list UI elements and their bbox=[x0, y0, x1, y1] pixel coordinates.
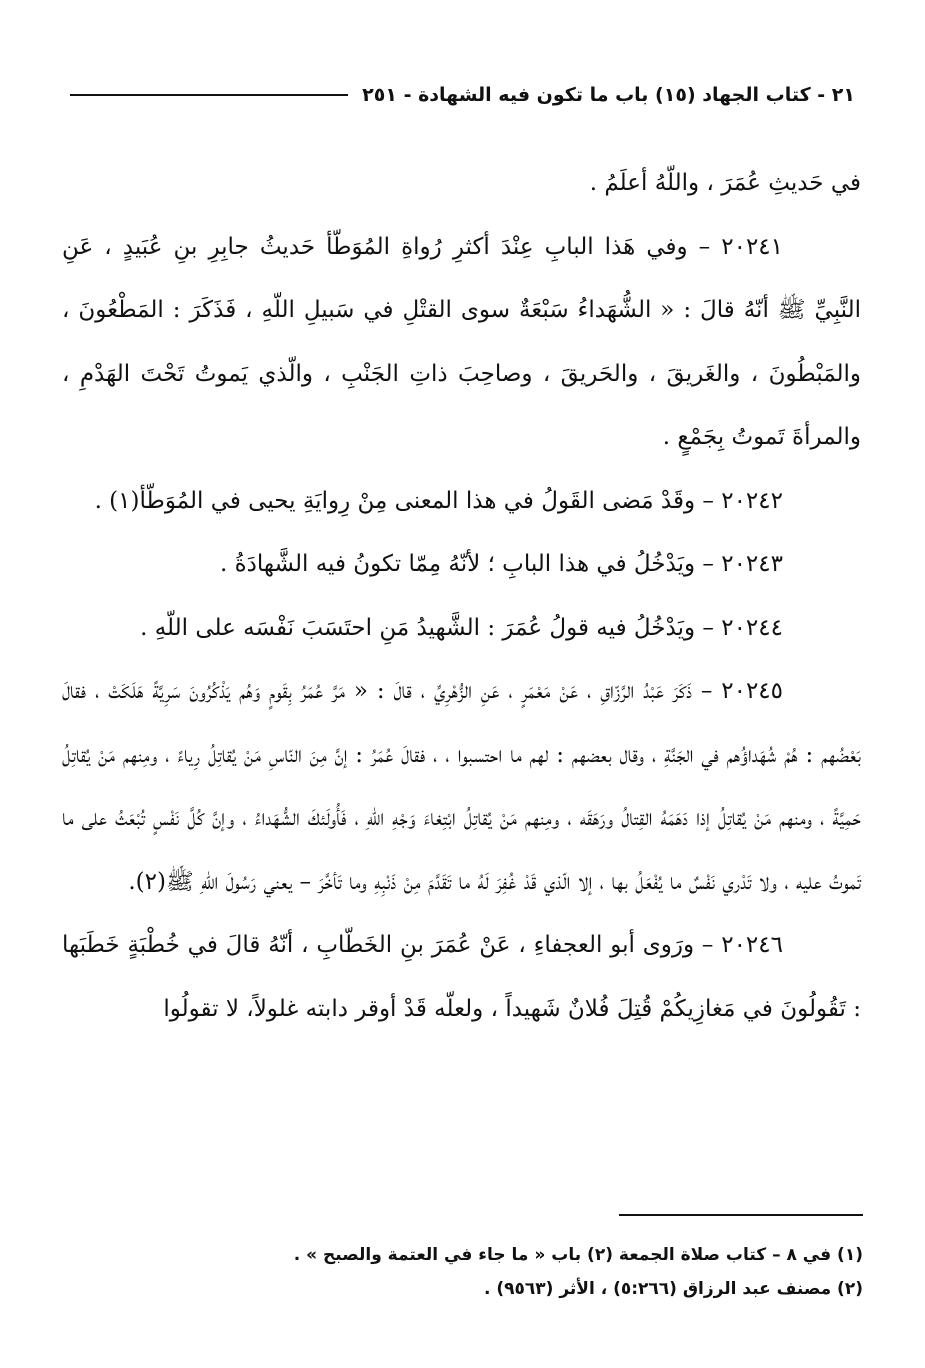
paragraph-number: ٢٠٢٤٣ bbox=[721, 551, 783, 577]
main-text bbox=[62, 152, 861, 1041]
paragraph-20243 bbox=[62, 533, 861, 597]
paragraph-text: – ويَدْخُلُ في هذا البابِ ؛ لأنّهُ مِمّا تكونُ فيه الشَّهادَةُ . bbox=[219, 551, 714, 577]
paragraph-number: ٢٠٢٤٢ bbox=[721, 487, 783, 514]
footnotes bbox=[62, 1238, 863, 1306]
paragraph-text: – وفي هَذا البابِ عِنْدَ أكثرِ رُواةِ المُوَطّأ حَديثُ جابِرِ بنِ عُبَيدٍ ، عَنِ النَّبِيِّ ﷺ أنّهُ قالَ : « الشُّهَداءُ سَبْعَةٌ سوى القتْلِ في سَبيلِ اللّهِ ، فَذَكَرَ : المَطْعُونَ ، والمَبْطُونَ ، والغَريقَ ، والحَريقَ ، وصاحِبَ ذاتِ الجَنْبِ ، والّذي يَموتُ تَحْتَ الهَدْمِ ، والمرأةَ تَموتُ بِجَمْعٍ . bbox=[62, 233, 861, 450]
paragraph-text: – ويَدْخُلُ فيه قولُ عُمَرَ : الشَّهيدُ مَنِ احتَسَبَ نَفْسَه على اللّهِ . bbox=[140, 614, 714, 641]
paragraph-text: – ذَكَرَ عَبْدُ الرَّزّاقِ ، عَنْ مَعْمَرٍ ، عَنِ الزُّهْرِيِّ ، قالَ : « مَرَّ عُمَرُ بِقَومٍ وَهُم يَذْكُرُونَ سَرِيَّةً هَلَكَتْ ، فقالَ بَعْضُهم : هُمْ شُهَداؤُهم في الجَنَّةِ ، وقال بعضهم : لهم ما احتسبوا ، ، فقالَ عُمَرُ : إنَّ مِنَ النّاسِ مَنْ يُقاتِلُ رِياءً ، ومِنهم مَنْ يُقاتِلُ حَمِيَّةً ، ومنهم مَنْ يُقاتِلُ إذا دَهَمَهُ القِتالُ ورَهَقَه ، ومِنهم مَنْ يُقاتِلُ ابْتِغاءَ وَجْهِ اللّهِ ، فَأُولَئكَ الشُّهَداءُ ، وإنَّ كُلَّ نَفْسٍ تُبْعَثُ على ما تَموتُ عليه ، ولا تَدْري نَفْسٌ ما يُفْعَلُ بها ، إلا الّذي قَدْ غُفِرَ لَهُ ما تَقَدَّمَ مِنْ ذَنْبِهِ وما تَأخَّرَ – يعني رَسُولَ اللّهِ ﷺ(٢). bbox=[62, 678, 861, 895]
footnote-1: (١) في ٨ – كتاب صلاة الجمعة (٢) باب « ما جاء في العتمة والصبح » . bbox=[293, 1245, 863, 1265]
header-rule bbox=[70, 94, 348, 96]
footnote-2: (٢) مصنف عبد الرزاق (٥:٢٦٦) ، الأثر (٩٥٦٣) . bbox=[483, 1279, 863, 1299]
paragraph-text: في حَديثِ عُمَرَ ، واللّهُ أعلَمُ . bbox=[589, 170, 861, 196]
paragraph-20242 bbox=[62, 470, 861, 534]
running-header bbox=[70, 78, 855, 112]
header-title: ٢١ - كتاب الجهاد (١٥) باب ما تكون فيه الشهادة - ٢٥١ bbox=[362, 84, 855, 106]
paragraph-20245 bbox=[62, 660, 861, 914]
paragraph-20244 bbox=[62, 597, 861, 661]
paragraph-number: ٢٠٢٤٦ bbox=[721, 932, 783, 958]
paragraph-continuation bbox=[62, 152, 861, 216]
paragraph-20241 bbox=[62, 216, 861, 470]
paragraph-text: – وقَدْ مَضى القَولُ في هذا المعنى مِنْ رِوايَةِ يحيى في المُوَطّأ(١) . bbox=[94, 487, 714, 514]
paragraph-number: ٢٠٢٤٤ bbox=[721, 614, 783, 641]
paragraph-text: – ورَوى أبو العجفاءِ ، عَنْ عُمَرَ بنِ الخَطّابِ ، أنّهُ قالَ في خُطْبَةٍ خَطَبَها : تَقُولُونَ في مَغازِيكُمْ قُتِلَ فُلانٌ شَهيداً ، ولعلّه قَدْ أوقر دابته غلولاً، لا تقولُوا bbox=[62, 932, 861, 1022]
footnote-separator bbox=[619, 1214, 863, 1216]
paragraph-20246 bbox=[62, 914, 861, 1041]
paragraph-number: ٢٠٢٤١ bbox=[721, 233, 784, 260]
paragraph-number: ٢٠٢٤٥ bbox=[721, 678, 784, 704]
